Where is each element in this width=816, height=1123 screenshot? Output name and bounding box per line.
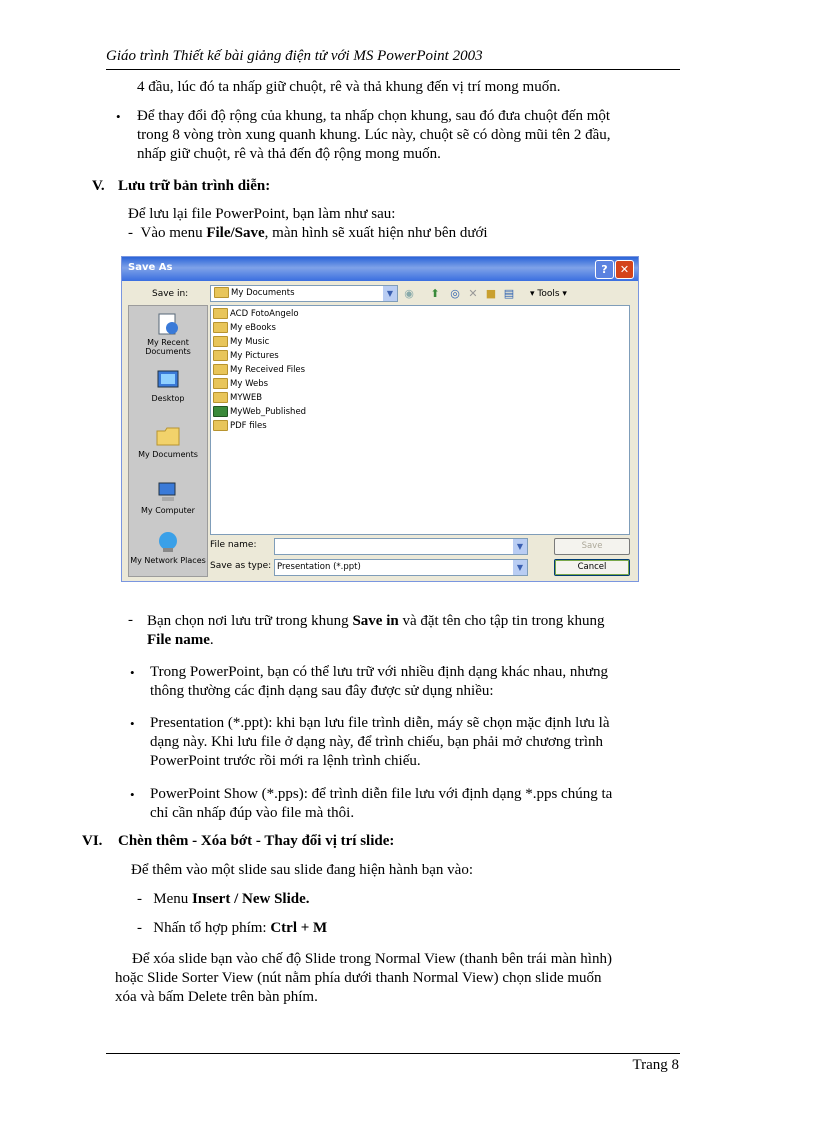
file-item[interactable] xyxy=(213,322,276,335)
folder-icon xyxy=(213,420,228,431)
dash-item-1-pre: Vào menu xyxy=(140,225,207,241)
close-button[interactable]: ✕ xyxy=(615,260,634,279)
place-label: My Computer xyxy=(141,506,195,515)
place-label: My Documents xyxy=(138,450,198,459)
place-label: Desktop xyxy=(151,394,185,403)
dialog-title-bar xyxy=(122,257,638,281)
paragraph-insert-intro: Để thêm vào một slide sau slide đang hiện hành bạn vào: xyxy=(131,862,474,878)
bullet-4-line-1: PowerPoint Show (*.pps): để trình diễn file lưu với định dạng *.pps chúng ta xyxy=(150,786,613,802)
file-label: MyWeb_Published xyxy=(230,407,307,417)
dash-marker: - xyxy=(128,225,133,241)
dash-item-1-bold: File/Save xyxy=(206,225,265,241)
dash-marker: - xyxy=(128,612,133,628)
delete-line-1: Để xóa slide bạn vào chế độ Slide trong Normal View (thanh bên trái màn hình) xyxy=(132,951,612,967)
section-6-number: VI. xyxy=(82,833,103,849)
bullet-2-line-2: thông thường các định dạng sau đây được sử dụng nhiều: xyxy=(150,683,494,699)
place-my-recent-documents[interactable] xyxy=(129,312,207,356)
section-5-number: V. xyxy=(92,178,105,194)
page-header: Giáo trình Thiết kế bài giảng điện tử với MS PowerPoint 2003 xyxy=(106,48,483,64)
network-places-icon xyxy=(155,530,181,554)
dash-item-2-bold-2: File name xyxy=(147,632,210,648)
bullet-1-line-2: trong 8 vòng tròn xung quanh khung. Lúc này, chuột sẽ có dòng mũi tên 2 đầu, xyxy=(137,127,611,143)
save-in-value: My Documents xyxy=(231,288,295,298)
tools-menu[interactable]: ▾ Tools ▾ xyxy=(530,289,567,299)
chevron-down-icon[interactable]: ▼ xyxy=(383,286,397,301)
bullet-1-text xyxy=(137,107,677,164)
places-bar xyxy=(128,305,208,577)
dash-item-save-in xyxy=(147,612,677,650)
file-name-label: File name: xyxy=(210,540,257,550)
dialog-title: Save As xyxy=(128,262,173,273)
file-item[interactable] xyxy=(213,308,299,321)
bullet-2-text xyxy=(150,663,675,701)
up-folder-icon[interactable]: ⬆ xyxy=(430,287,440,300)
chevron-down-icon[interactable]: ▼ xyxy=(513,539,527,554)
cancel-button[interactable]: Cancel xyxy=(554,559,630,576)
dash-item-3-pre: Menu xyxy=(153,891,192,907)
header-rule xyxy=(106,69,680,70)
file-name-input[interactable] xyxy=(274,538,528,555)
save-as-type-value: Presentation (*.ppt) xyxy=(277,562,361,572)
folder-icon xyxy=(213,322,228,333)
dash-marker: - xyxy=(137,891,142,907)
chevron-down-icon[interactable]: ▼ xyxy=(513,560,527,575)
file-item[interactable] xyxy=(213,378,268,391)
bullet-3-line-3: PowerPoint trước rồi mới ra lệnh trình chiếu. xyxy=(150,753,421,769)
folder-icon xyxy=(213,392,228,403)
bullet-3-text xyxy=(150,714,675,771)
place-my-documents[interactable] xyxy=(129,424,207,459)
delete-line-2: hoặc Slide Sorter View (nút nằm phía dưới thanh Normal View) chọn slide muốn xyxy=(115,970,602,986)
paragraph-save-intro: Để lưu lại file PowerPoint, bạn làm như sau: xyxy=(128,206,396,222)
dash-item-4-pre: Nhấn tổ hợp phím: xyxy=(153,920,271,936)
file-label: My Received Files xyxy=(230,365,306,375)
save-as-dialog xyxy=(122,257,638,581)
place-label: My Recent Documents xyxy=(145,338,191,356)
bullet-1-line-1: Để thay đổi độ rộng của khung, ta nhấp chọn khung, sau đó đưa chuột đến một xyxy=(137,108,611,124)
dash-item-insert-new-slide xyxy=(137,890,310,909)
dash-item-2-pre: Bạn chọn nơi lưu trữ trong khung xyxy=(147,613,353,629)
page-number: Trang 8 xyxy=(632,1057,679,1073)
dash-item-shortcut xyxy=(137,919,327,938)
place-my-network-places[interactable] xyxy=(129,530,207,565)
save-in-select[interactable] xyxy=(210,285,398,302)
dash-item-3-bold: Insert / New Slide. xyxy=(192,891,310,907)
bullet-3-line-2: dạng này. Khi lưu file ở dạng này, để trình chiếu, bạn phải mở chương trình xyxy=(150,734,604,750)
paragraph-continuation: 4 đầu, lúc đó ta nhấp giữ chuột, rê và thả khung đến vị trí mong muốn. xyxy=(137,79,561,95)
dash-item-2-mid: và đặt tên cho tập tin trong khung xyxy=(398,613,605,629)
save-as-type-select[interactable] xyxy=(274,559,528,576)
music-folder-icon xyxy=(213,336,228,347)
dash-item-2-line-2 xyxy=(147,631,677,650)
bullet-2-line-1: Trong PowerPoint, bạn có thể lưu trữ với nhiều định dạng khác nhau, nhưng xyxy=(150,664,608,680)
file-label: PDF files xyxy=(230,421,267,431)
new-folder-icon[interactable]: ■ xyxy=(485,287,497,300)
folder-icon xyxy=(213,364,228,375)
bullet-4-text xyxy=(150,785,675,823)
file-item[interactable] xyxy=(213,336,269,349)
file-label: My Webs xyxy=(230,379,269,389)
file-item[interactable] xyxy=(213,420,267,433)
dash-item-2-line-1 xyxy=(147,612,677,631)
bullet-4: • xyxy=(130,787,135,802)
dash-item-2-end: . xyxy=(209,632,214,648)
place-desktop[interactable] xyxy=(129,368,207,403)
recent-documents-icon xyxy=(155,312,181,336)
dash-item-4-bold: Ctrl + M xyxy=(270,920,328,936)
section-5-title: Lưu trữ bản trình diễn: xyxy=(118,178,271,194)
my-computer-icon xyxy=(155,480,181,504)
tools-label: Tools xyxy=(537,289,560,299)
bullet-4-line-2: chỉ cần nhấp đúp vào file mà thôi. xyxy=(150,805,355,821)
file-label: ACD FotoAngelo xyxy=(230,309,299,319)
folder-icon xyxy=(214,287,229,298)
folder-icon xyxy=(213,378,228,389)
bullet-3: • xyxy=(130,716,135,731)
my-documents-icon xyxy=(155,424,181,448)
bullet-1-line-3: nhấp giữ chuột, rê và thả đến độ rộng mong muốn. xyxy=(137,146,441,162)
bullet-3-line-1: Presentation (*.ppt): khi bạn lưu file trình diễn, máy sẽ chọn mặc định lưu là xyxy=(150,715,610,731)
file-list xyxy=(210,305,630,535)
paragraph-delete-slide xyxy=(115,950,677,1007)
place-my-computer[interactable] xyxy=(129,480,207,515)
delete-icon[interactable]: ✕ xyxy=(468,287,478,300)
dash-item-2-bold: Save in xyxy=(352,613,399,629)
dash-item-1-post: , màn hình sẽ xuất hiện như bên dưới xyxy=(264,225,488,241)
folder-icon xyxy=(213,308,228,319)
desktop-icon xyxy=(155,368,181,392)
save-button[interactable]: Save xyxy=(554,538,630,555)
help-button[interactable]: ? xyxy=(595,260,614,279)
dash-marker: - xyxy=(137,920,142,936)
save-in-label: Save in: xyxy=(152,289,189,299)
file-item[interactable] xyxy=(213,406,306,419)
file-label: MYWEB xyxy=(230,393,263,403)
file-item[interactable] xyxy=(213,392,262,405)
place-label: My Network Places xyxy=(130,556,206,565)
web-folder-icon xyxy=(213,406,228,417)
section-6-title: Chèn thêm - Xóa bớt - Thay đổi vị trí slide: xyxy=(118,833,395,849)
file-label: My eBooks xyxy=(230,323,276,333)
file-item[interactable] xyxy=(213,364,305,377)
bullet-2: • xyxy=(130,665,135,680)
pictures-folder-icon xyxy=(213,350,228,361)
file-label: My Pictures xyxy=(230,351,279,361)
file-label: My Music xyxy=(230,337,270,347)
bullet-1: • xyxy=(116,109,121,124)
dash-item-file-save xyxy=(128,224,488,243)
footer-rule xyxy=(106,1053,680,1054)
search-web-icon[interactable]: ◎ xyxy=(450,287,460,300)
views-icon[interactable]: ▤ xyxy=(503,287,515,300)
back-icon[interactable]: ◉ xyxy=(404,287,414,300)
save-as-type-label: Save as type: xyxy=(210,561,272,571)
delete-line-3: xóa và bấm Delete trên bàn phím. xyxy=(115,989,318,1005)
file-item[interactable] xyxy=(213,350,279,363)
